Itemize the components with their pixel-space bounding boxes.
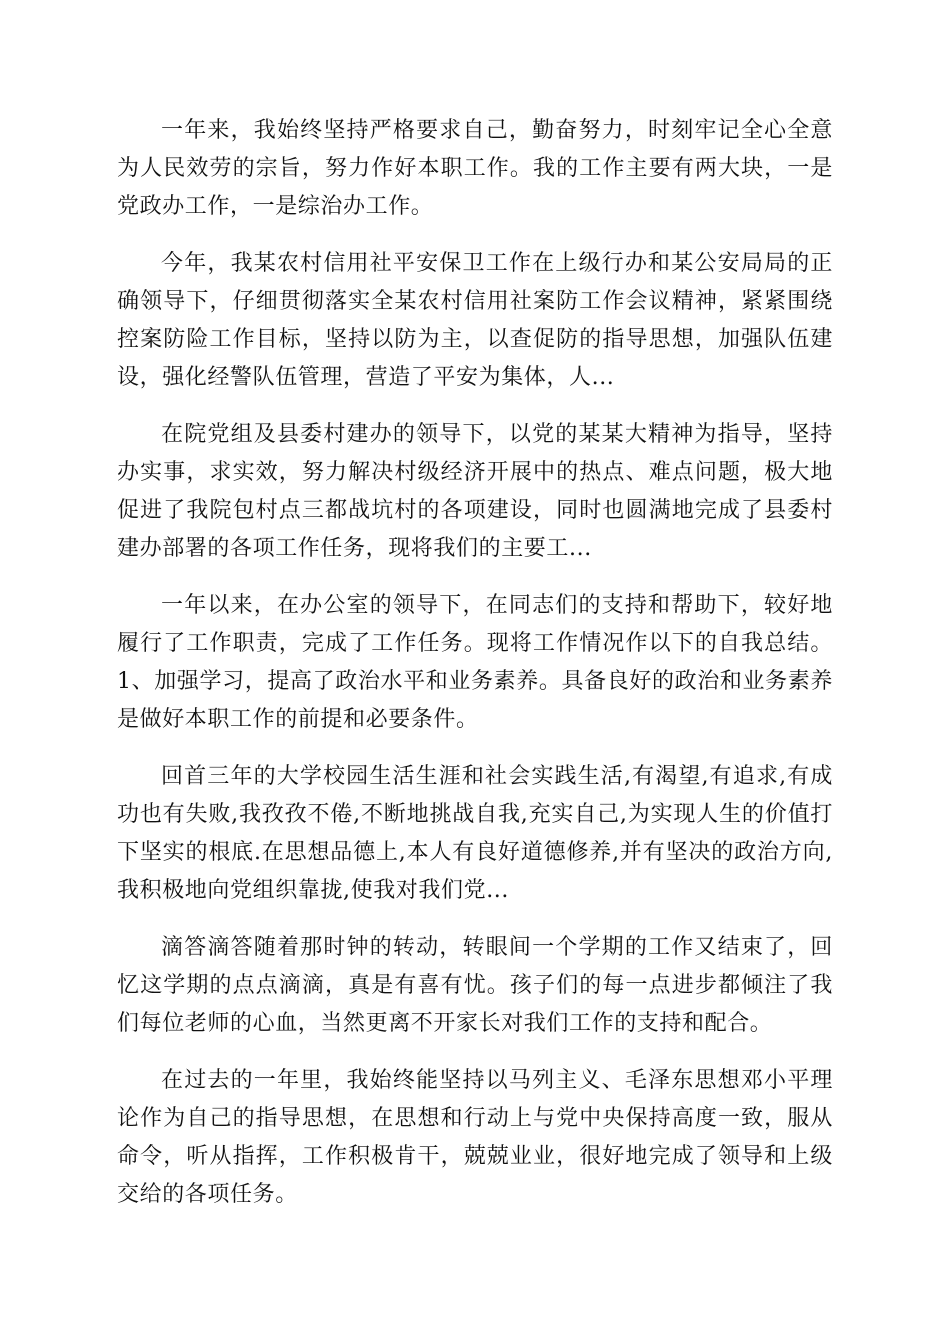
document-body — [117, 112, 833, 1233]
paragraph-1: 一年来，我始终坚持严格要求自己，勤奋努力，时刻牢记全心全意为人民效劳的宗旨，努力作好本职工作。我的工作主要有两大块，一是党政办工作，一是综治办工作。 — [117, 118, 833, 219]
paragraph-2: 今年，我某农村信用社平安保卫工作在上级行办和某公安局局的正确领导下，仔细贯彻落实全某农村信用社案防工作会议精神，紧紧围绕控案防险工作目标，坚持以防为主，以查促防的指导思想，加强队伍建设，强化经警队伍管理，营造了平安为集体，人... — [117, 251, 833, 390]
paragraph-5: 回首三年的大学校园生活生涯和社会实践生活,有渴望,有追求,有成功也有失败,我孜孜不倦,不断地挑战自我,充实自己,为实现人生的价值打下坚实的根底.在思想品德上,本人有良好道德修养,并有坚决的政治方向,我积极地向党组织靠拢,使我对我们党... — [117, 764, 833, 903]
paragraph-4: 一年以来，在办公室的领导下，在同志们的支持和帮助下，较好地履行了工作职责，完成了工作任务。现将工作情况作以下的自我总结。1、加强学习，提高了政治水平和业务素养。具备良好的政治和业务素养是做好本职工作的前提和必要条件。 — [117, 593, 833, 732]
paragraph-7: 在过去的一年里，我始终能坚持以马列主义、毛泽东思想邓小平理论作为自己的指导思想，在思想和行动上与党中央保持高度一致，服从命令，听从指挥，工作积极肯干，兢兢业业，很好地完成了领导和上级交给的各项任务。 — [117, 1068, 833, 1207]
paragraph-3: 在院党组及县委村建办的领导下，以党的某某大精神为指导，坚持办实事，求实效，努力解决村级经济开展中的热点、难点问题，极大地促进了我院包村点三都战坑村的各项建设，同时也圆满地完成了县委村建办部署的各项工作任务，现将我们的主要工... — [117, 422, 833, 561]
paragraph-6: 滴答滴答随着那时钟的转动，转眼间一个学期的工作又结束了，回忆这学期的点点滴滴，真是有喜有忧。孩子们的每一点进步都倾注了我们每位老师的心血，当然更离不开家长对我们工作的支持和配合。 — [117, 935, 833, 1036]
